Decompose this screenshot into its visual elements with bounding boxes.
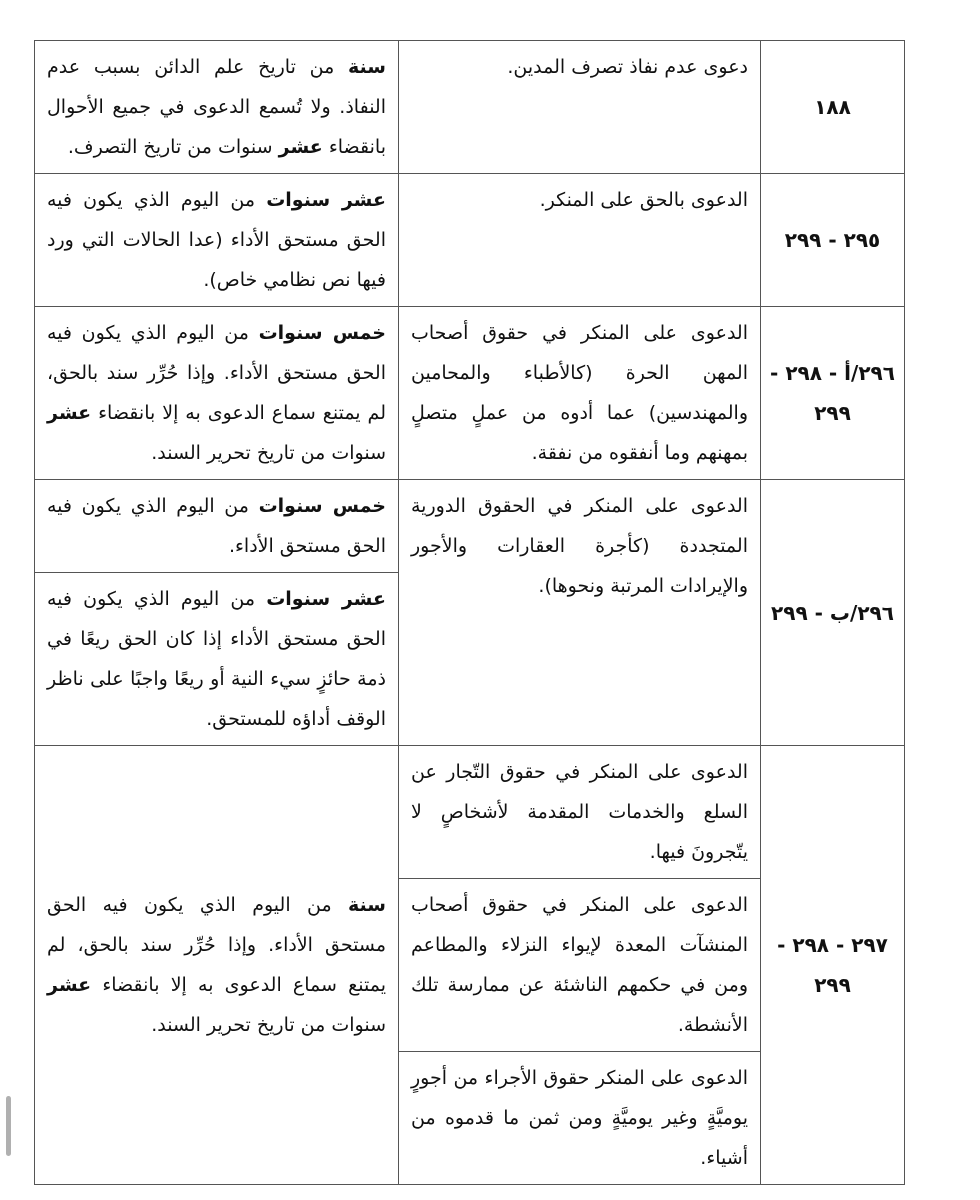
article-cell: ٢٩٥ - ٢٩٩: [761, 174, 905, 307]
article-cell: ٢٩٦/أ - ٢٩٨ - ٢٩٩: [761, 307, 905, 480]
period-bold: عشر سنوات: [266, 588, 386, 610]
claim-cell: الدعوى على المنكر حقوق الأجراء من أجورٍ يوميَّةٍ وغير يوميَّةٍ ومن ثمن ما قدموه من أشياء.: [399, 1052, 761, 1185]
claim-cell: الدعوى على المنكر في حقوق أصحاب المنشآت المعدة لإيواء النزلاء والمطاعم ومن في حكمهم الناشئة عن ممارسة تلك الأنشطة.: [399, 879, 761, 1052]
claim-cell: الدعوى على المنكر في حقوق أصحاب المهن الحرة (كالأطباء والمحامين والمهندسين) عما أدوه من عملٍ متصلٍ بمهنهم وما أنفقوه من نفقة.: [399, 307, 761, 480]
period-bold: عشر: [47, 974, 92, 996]
period-cell: سنة من اليوم الذي يكون فيه الحق مستحق الأداء. وإذا حُرِّر سند بالحق، لم يمتنع سماع الدعوى به إلا بانقضاء عشر سنوات من تاريخ تحرير السند.: [35, 746, 399, 1185]
table-row: [35, 746, 905, 879]
period-cell: عشر سنوات من اليوم الذي يكون فيه الحق مستحق الأداء إذا كان الحق ريعًا في ذمة حائزٍ سيء النية أو ريعًا واجبًا على ناظر الوقف أداؤه للمستحق.: [35, 573, 399, 746]
article-cell: ٢٩٦/ب - ٢٩٩: [761, 480, 905, 746]
claim-cell: الدعوى على المنكر في حقوق التّجار عن السلع والخدمات المقدمة لأشخاصٍ لا يتّجرونَ فيها.: [399, 746, 761, 879]
article-cell: ٢٩٧ - ٢٩٨ - ٢٩٩: [761, 746, 905, 1185]
period-bold: خمس سنوات: [258, 322, 386, 344]
table-row: [35, 41, 905, 174]
period-bold: سنة: [348, 56, 386, 78]
period-cell: خمس سنوات من اليوم الذي يكون فيه الحق مستحق الأداء. وإذا حُرِّر سند بالحق، لم يمتنع سماع الدعوى به إلا بانقضاء عشر سنوات من تاريخ تحرير السند.: [35, 307, 399, 480]
claim-cell: الدعوى بالحق على المنكر.: [399, 174, 761, 307]
table-row: [35, 174, 905, 307]
scrollbar-handle[interactable]: [6, 1096, 11, 1156]
period-bold: عشر سنوات: [266, 189, 386, 211]
article-cell: ١٨٨: [761, 41, 905, 174]
table-row: [35, 307, 905, 480]
period-bold: عشر: [278, 136, 323, 158]
period-bold: خمس سنوات: [258, 495, 386, 517]
table-row: [35, 480, 905, 573]
limitation-periods-table: [34, 40, 905, 1185]
period-cell: خمس سنوات من اليوم الذي يكون فيه الحق مستحق الأداء.: [35, 480, 399, 573]
period-cell: سنة من تاريخ علم الدائن بسبب عدم النفاذ. ولا تُسمع الدعوى في جميع الأحوال بانقضاء عشر سنوات من تاريخ التصرف.: [35, 41, 399, 174]
period-bold: سنة: [348, 894, 386, 916]
period-bold: عشر: [47, 402, 92, 424]
claim-cell: دعوى عدم نفاذ تصرف المدين.: [399, 41, 761, 174]
claim-cell: الدعوى على المنكر في الحقوق الدورية المتجددة (كأجرة العقارات والأجور والإيرادات المرتبة ونحوها).: [399, 480, 761, 746]
period-cell: عشر سنوات من اليوم الذي يكون فيه الحق مستحق الأداء (عدا الحالات التي ورد فيها نص نظامي خاص).: [35, 174, 399, 307]
